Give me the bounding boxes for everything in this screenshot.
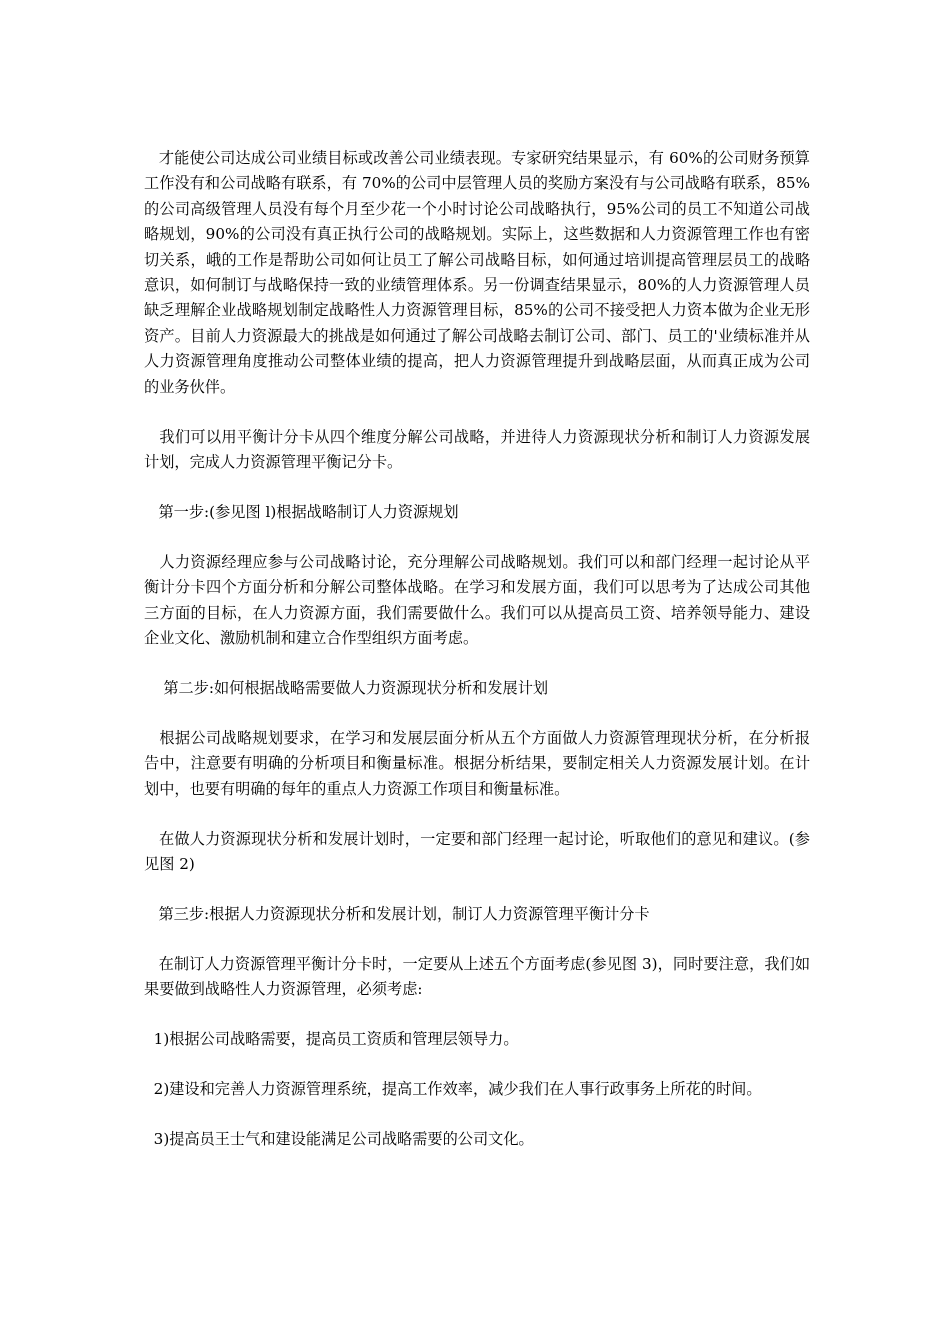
- list-item-1: 1)根据公司战略需要，提高员工资质和管理层领导力。: [144, 1030, 519, 1049]
- paragraph-discussion: 在做人力资源现状分析和发展计划时，一定要和部门经理一起讨论，听取他们的意见和建议。(参见图 2): [144, 829, 810, 873]
- list-item-3: 3)提高员王士气和建设能满足公司战略需要的公司文化。: [144, 1129, 534, 1148]
- step-two-heading: 第二步:如何根据战略需要做人力资源现状分析和发展计划: [144, 678, 549, 697]
- step-three-heading: 第三步:根据人力资源现状分析和发展计划，制订人力资源管理平衡计分卡: [144, 904, 650, 923]
- list-item-2: 2)建设和完善人力资源管理系统，提高工作效率，减少我们在人事行政事务上所花的时间。: [144, 1079, 762, 1098]
- paragraph-intro-statistics: 才能使公司达成公司业绩目标或改善公司业绩表现。专家研究结果显示，有 60%的公司财务预算工作没有和公司战略有联系，有 70%的公司中层管理人员的奖励方案没有与公司战略有联系，85%的公司高级管理人员没有每个月至少花一个小时讨论公司战略执行，95%公司的员工不知道公司战略规划，90%的公司没有真正执行公司的战略规划。实际上，这些数据和人力资源管理工作也有密切关系，峨的工作是帮助公司如何让员工了解公司战略目标，如何通过培训提高管理层员工的战略意识，如何制订与战略保持一致的业绩管理体系。另一份调查结果显示，80%的人力资源管理人员缺乏理解企业战略规划制定战略性人力资源管理目标，85%的公司不接受把人力资本做为企业无形资产。目前人力资源最大的挑战是如何通过了解公司战略去制订公司、部门、员工的'业绩标准并从人力资源管理角度推动公司整体业绩的提高，把人力资源管理提升到战略层面，从而真正成为公司的业务伙伴。: [144, 149, 810, 396]
- paragraph-balanced-scorecard: 我们可以用平衡计分卡从四个维度分解公司战略，并进待人力资源现状分析和制订人力资源发展计划，完成人力资源管理平衡记分卡。: [144, 427, 811, 471]
- document-body: [144, 146, 810, 1177]
- paragraph-step-three: 在制订人力资源管理平衡计分卡时，一定要从上述五个方面考虑(参见图 3)，同时要注意，我们如果要做到战略性人力资源管理，必须考虑:: [144, 954, 811, 999]
- step-one-heading: 第一步:(参见图 l)根据战略制订人力资源规划: [144, 502, 459, 521]
- paragraph-step-one: 人力资源经理应参与公司战略讨论，充分理解公司战略规划。我们可以和部门经理一起讨论从平衡计分卡四个方面分析和分解公司整体战略。在学习和发展方面，我们可以思考为了达成公司其他三方面的目标，在人力资源方面，我们需要做什么。我们可以从提高员工资、培养领导能力、建设企业文化、激励机制和建立合作型组织方面考虑。: [144, 552, 811, 647]
- paragraph-step-two: 根据公司战略规划要求，在学习和发展层面分析从五个方面做人力资源管理现状分析，在分析报告中，注意要有明确的分析项目和衡量标准。根据分析结果，要制定相关人力资源发展计划。在计划中，也要有明确的每年的重点人力资源工作项目和衡量标准。: [144, 728, 811, 798]
